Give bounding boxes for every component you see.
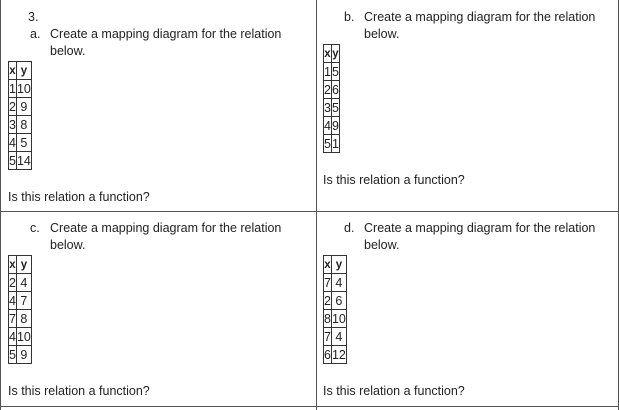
part-b-instruction: Create a mapping diagram for the relation — [364, 10, 596, 24]
x-cell: 5 — [9, 347, 16, 362]
x-cell: 4 — [9, 135, 16, 150]
problem-number: 3. — [28, 10, 39, 24]
x-cell: 2 — [9, 275, 16, 290]
part-d-question: Is this relation a function? — [323, 384, 465, 398]
y-cell: 6 — [331, 82, 339, 97]
left-border — [0, 0, 1, 410]
table-row — [9, 98, 32, 116]
x-header: x — [9, 62, 17, 80]
table-header-row — [9, 62, 32, 80]
x-cell: 6 — [324, 347, 331, 362]
table-row — [324, 135, 340, 153]
y-cell: 4 — [16, 274, 31, 292]
y-cell: 14 — [16, 153, 31, 168]
bottom-border — [0, 406, 619, 407]
table-row — [324, 292, 347, 310]
x-cell: 4 — [9, 293, 16, 308]
table-header-row — [9, 256, 32, 274]
y-cell: 9 — [16, 98, 31, 116]
table-row — [9, 292, 32, 310]
table-row — [9, 116, 32, 134]
part-d-instruction: Create a mapping diagram for the relation — [364, 221, 596, 235]
x-cell: 1 — [324, 64, 331, 79]
y-cell: 9 — [16, 346, 31, 364]
x-cell: 3 — [9, 117, 16, 132]
y-cell: 7 — [16, 292, 31, 310]
y-header: y — [331, 45, 339, 63]
table-row — [324, 81, 340, 99]
x-cell: 7 — [9, 311, 16, 326]
table-row — [324, 99, 340, 117]
part-d-letter: d. — [344, 221, 355, 235]
y-cell: 4 — [331, 328, 346, 346]
table-row — [9, 346, 32, 364]
y-cell: 4 — [331, 274, 346, 292]
table-row — [324, 63, 340, 81]
table-row — [9, 80, 32, 98]
part-c-letter: c. — [30, 221, 40, 235]
x-cell: 7 — [324, 329, 331, 344]
y-cell: 12 — [331, 347, 346, 362]
y-cell: 9 — [331, 118, 339, 133]
x-header: x — [324, 256, 332, 274]
y-cell: 10 — [16, 329, 31, 344]
x-cell: 2 — [324, 293, 331, 308]
y-header: y — [331, 256, 346, 274]
table-row — [324, 274, 347, 292]
table-row — [9, 152, 32, 170]
y-cell: 10 — [331, 311, 346, 326]
table-row — [324, 346, 347, 364]
x-cell: 4 — [9, 329, 16, 344]
table-row — [324, 117, 340, 135]
table-row — [9, 134, 32, 152]
x-cell: 2 — [324, 82, 331, 97]
y-cell: 10 — [16, 81, 31, 96]
middle-divider — [0, 211, 619, 212]
y-cell: 5 — [16, 134, 31, 152]
x-cell: 4 — [324, 118, 331, 133]
y-cell: 8 — [16, 310, 31, 328]
x-cell: 2 — [9, 99, 16, 114]
y-cell: 5 — [331, 64, 339, 79]
x-cell: 7 — [324, 275, 331, 290]
table-row — [9, 310, 32, 328]
part-c-question: Is this relation a function? — [8, 384, 150, 398]
y-cell: 6 — [331, 292, 346, 310]
table-header-row — [324, 45, 340, 63]
table-row — [324, 328, 347, 346]
x-cell: 1 — [9, 81, 16, 96]
part-a-table — [8, 61, 32, 170]
x-cell: 3 — [324, 100, 331, 115]
center-divider — [316, 0, 317, 410]
x-cell: 5 — [9, 153, 16, 168]
x-header: x — [324, 45, 332, 63]
x-cell: 5 — [324, 136, 331, 151]
part-b-question: Is this relation a function? — [323, 173, 465, 187]
table-row — [324, 310, 347, 328]
table-row — [9, 274, 32, 292]
y-cell: 1 — [331, 136, 339, 151]
part-a-instruction-cont: below. — [50, 44, 86, 58]
part-d-table — [323, 255, 347, 364]
part-c-table — [8, 255, 32, 364]
y-header: y — [16, 62, 31, 80]
part-a-question: Is this relation a function? — [8, 190, 150, 204]
y-header: y — [16, 256, 31, 274]
y-cell: 5 — [331, 100, 339, 115]
part-a-letter: a. — [30, 27, 41, 41]
part-b-letter: b. — [344, 10, 355, 24]
part-a-instruction: Create a mapping diagram for the relation — [50, 27, 282, 41]
part-b-table — [323, 44, 340, 153]
x-cell: 8 — [324, 311, 331, 326]
table-row — [9, 328, 32, 346]
part-d-instruction-cont: below. — [364, 238, 400, 252]
part-c-instruction: Create a mapping diagram for the relation — [50, 221, 282, 235]
y-cell: 8 — [16, 116, 31, 134]
part-b-instruction-cont: below. — [364, 27, 400, 41]
table-header-row — [324, 256, 347, 274]
x-header: x — [9, 256, 17, 274]
part-c-instruction-cont: below. — [50, 238, 86, 252]
